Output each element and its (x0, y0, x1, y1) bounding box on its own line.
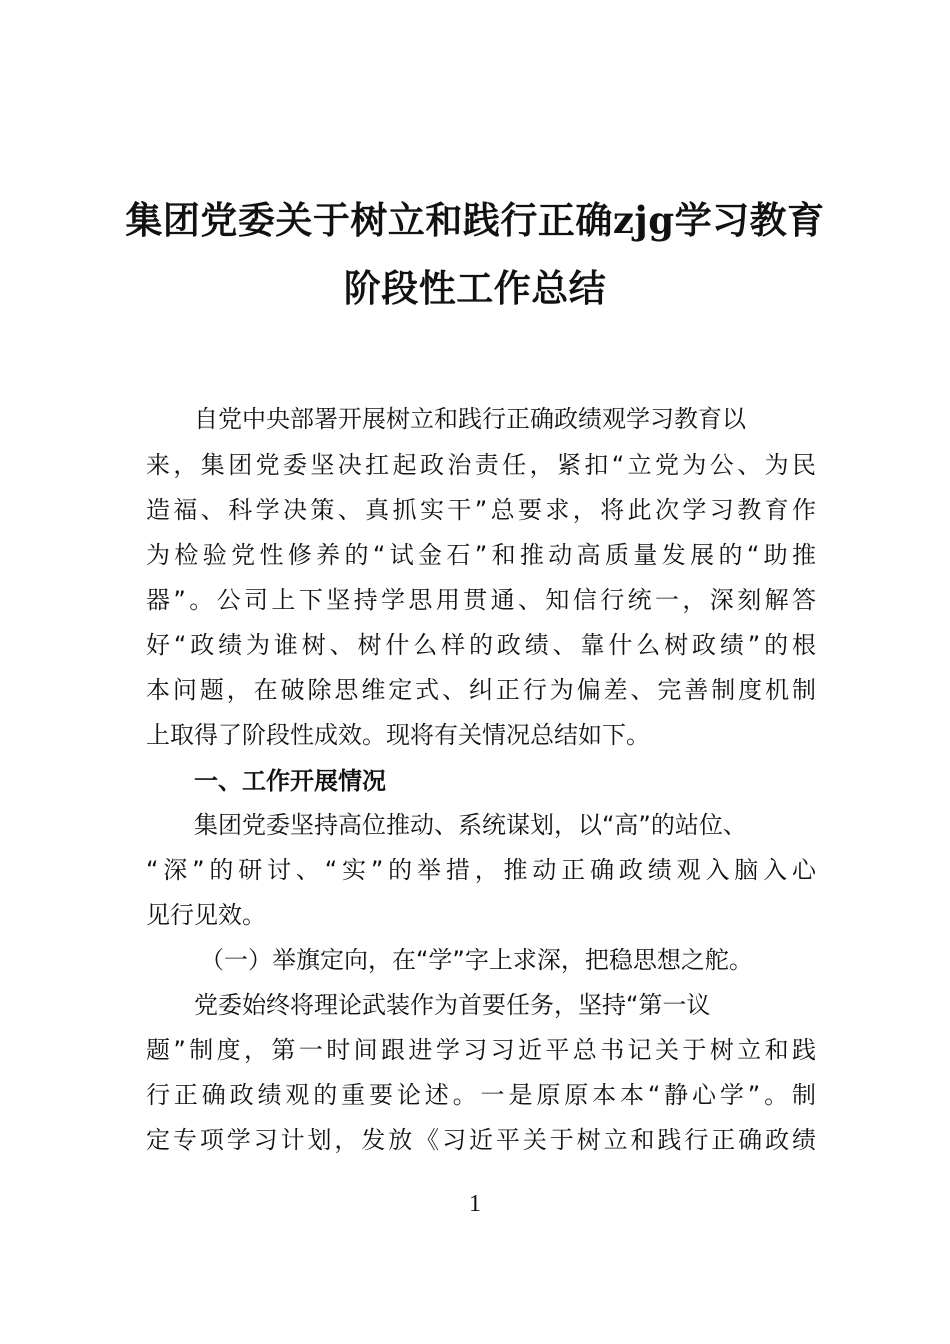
subsection-line: 定专项学习计划，发放《习近平关于树立和践行正确政绩 (146, 1126, 816, 1154)
subsection-line: 党委始终将理论武装作为首要任务，坚持“第一议 (194, 991, 711, 1019)
intro-line: 为检验党性修养的“试金石”和推动高质量发展的“助推 (146, 541, 816, 569)
intro-line: 器”。公司上下坚持学思用贯通、知信行统一，深刻解答 (146, 586, 816, 614)
section-line: 集团党委坚持高位推动、系统谋划，以“高”的站位、 (194, 811, 747, 839)
page-number: 1 (469, 1191, 481, 1217)
subsection-heading: （一）举旗定向，在“学”字上求深，把稳思想之舵。 (200, 946, 753, 974)
section-line: “深”的研讨、“实”的举措，推动正确政绩观入脑入心 (146, 856, 816, 884)
intro-line: 本问题，在破除思维定式、纠正行为偏差、完善制度机制 (146, 676, 816, 704)
section-heading: 一、工作开展情况 (194, 767, 386, 795)
intro-line: 好“政绩为谁树、树什么样的政绩、靠什么树政绩”的根 (146, 631, 816, 659)
intro-line: 来，集团党委坚决扛起政治责任，紧扣“立党为公、为民 (146, 451, 816, 479)
document-title-line-2: 阶段性工作总结 (343, 266, 607, 310)
subsection-line: 题”制度，第一时间跟进学习习近平总书记关于树立和践 (146, 1036, 816, 1064)
intro-line: 造福、科学决策、真抓实干”总要求，将此次学习教育作 (146, 496, 816, 524)
subsection-line: 行正确政绩观的重要论述。一是原原本本“静心学”。制 (146, 1081, 816, 1109)
intro-line: 自党中央部署开展树立和践行正确政绩观学习教育以 (194, 405, 746, 433)
document-title-line-1: 集团党委关于树立和践行正确zjg学习教育 (125, 198, 825, 242)
intro-line: 上取得了阶段性成效。现将有关情况总结如下。 (146, 721, 650, 749)
section-line: 见行见效。 (146, 901, 266, 929)
